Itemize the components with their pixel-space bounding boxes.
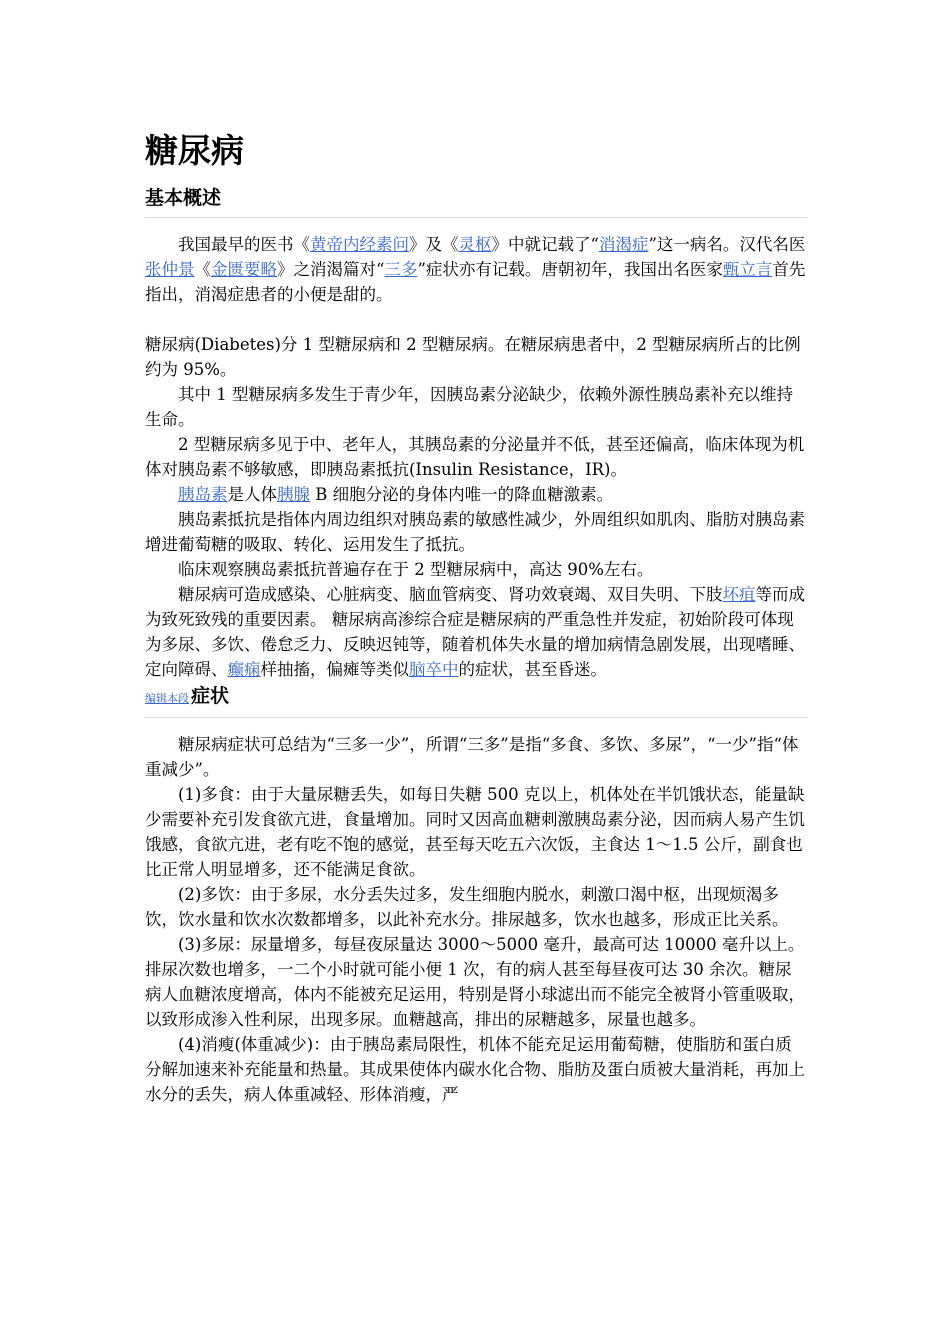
- paragraph: 我国最早的医书《黄帝内经素问》及《灵枢》中就记载了“消渴症”这一病名。汉代名医张仲景《金匮要略》之消渴篇对“三多”症状亦有记载。唐朝初年，我国出名医家甄立言首先指出，消渴症患者的小便是甜的。: [145, 235, 806, 304]
- link-gangrene[interactable]: 坏疽: [722, 585, 756, 604]
- link-zhen-liyan[interactable]: 甄立言: [722, 260, 773, 279]
- document-page: [145, 128, 807, 1107]
- paragraph: 糖尿病可造成感染、心脏病变、脑血管病变、肾功效衰竭、双目失明、下肢坏疽等而成为致死致残的重要因素。 糖尿病高渗综合症是糖尿病的严重急性并发症，初始阶段可体现为多尿、多饮、倦怠乏力、反映迟钝等，随着机体失水量的增加病情急剧发展，出现嗜睡、定向障碍、癫痫样抽搐，偏瘫等类似脑卒中的症状，甚至昏迷。: [145, 585, 805, 679]
- link-lingshu[interactable]: 灵枢: [458, 235, 492, 254]
- section-heading-symptoms: 编辑本段 症状: [145, 684, 807, 718]
- paragraph: 糖尿病(Diabetes)分 1 型糖尿病和 2 型糖尿病。在糖尿病患者中，2 型糖尿病所占的比例约为 95%。: [145, 335, 801, 379]
- paragraph: 其中 1 型糖尿病多发生于青少年，因胰岛素分泌缺少，依赖外源性胰岛素补充以维持生命。: [145, 385, 793, 429]
- section-header-overview: [145, 186, 807, 218]
- link-san-duo[interactable]: 三多: [384, 260, 418, 279]
- paragraph: 胰岛素抵抗是指体内周边组织对胰岛素的敏感性减少，外周组织如肌肉、脂肪对胰岛素增进葡萄糖的吸取、转化、运用发生了抵抗。: [145, 510, 805, 554]
- section-header-symptoms: [145, 684, 807, 718]
- edit-section-link[interactable]: 编辑本段: [145, 692, 189, 705]
- link-xiaoke-zheng[interactable]: 消渴症: [598, 235, 649, 254]
- link-huangdi-neijing[interactable]: 黄帝内经素问: [310, 235, 409, 254]
- paragraph: 2 型糖尿病多见于中、老年人，其胰岛素的分泌量并不低，甚至还偏高，临床体现为机体对胰岛素不够敏感，即胰岛素抵抗(Insulin Resistance，IR)。: [145, 435, 805, 479]
- paragraph: 胰岛素是人体胰腺 B 细胞分泌的身体内唯一的降血糖激素。: [178, 485, 614, 504]
- paragraph: 临床观察胰岛素抵抗普遍存在于 2 型糖尿病中，高达 90%左右。: [178, 560, 654, 579]
- page-title: 糖尿病: [145, 131, 244, 170]
- link-epilepsy[interactable]: 癫痫: [227, 660, 261, 679]
- link-insulin[interactable]: 胰岛素: [178, 485, 228, 504]
- paragraph: 糖尿病症状可总结为“三多一少”，所谓“三多”是指“多食、多饮、多尿”，“一少”指“体重减少”。: [145, 735, 799, 779]
- link-pancreas[interactable]: 胰腺: [277, 485, 310, 504]
- section-heading-overview: 基本概述: [145, 186, 807, 218]
- link-stroke[interactable]: 脑卒中: [409, 660, 459, 679]
- paragraph: (1)多食：由于大量尿糖丢失，如每日失糖 500 克以上，机体处在半饥饿状态，能量缺少需要补充引发食欲亢进，食量增加。同时又因高血糖刺激胰岛素分泌，因而病人易产生饥饿感，食欲亢进，老有吃不饱的感觉，甚至每天吃五六次饭，主食达 1～1.5 公斤，副食也比正常人明显增多，还不能满足食欲。: [145, 785, 805, 879]
- link-jingui-yaolue[interactable]: 金匮要略: [211, 260, 277, 279]
- link-zhang-zhongjing[interactable]: 张仲景: [145, 260, 195, 279]
- paragraph: (2)多饮：由于多尿，水分丢失过多，发生细胞内脱水，刺激口渴中枢，出现烦渴多饮，饮水量和饮水次数都增多，以此补充水分。排尿越多，饮水也越多，形成正比关系。: [145, 885, 789, 929]
- paragraph: (3)多尿：尿量增多，每昼夜尿量达 3000～5000 毫升，最高可达 10000 毫升以上。排尿次数也增多，一二个小时就可能小便 1 次，有的病人甚至每昼夜可达 30 余次。糖尿病人血糖浓度增高，体内不能被充足运用，特别是肾小球滤出而不能完全被肾小管重吸取，以致形成渗入性利尿，出现多尿。血糖越高，排出的尿糖越多，尿量也越多。: [145, 935, 805, 1029]
- paragraph: (4)消瘦(体重减少)：由于胰岛素局限性，机体不能充足运用葡萄糖，使脂肪和蛋白质分解加速来补充能量和热量。其成果使体内碳水化合物、脂肪及蛋白质被大量消耗，再加上水分的丢失，病人体重减轻、形体消瘦，严: [145, 1035, 805, 1104]
